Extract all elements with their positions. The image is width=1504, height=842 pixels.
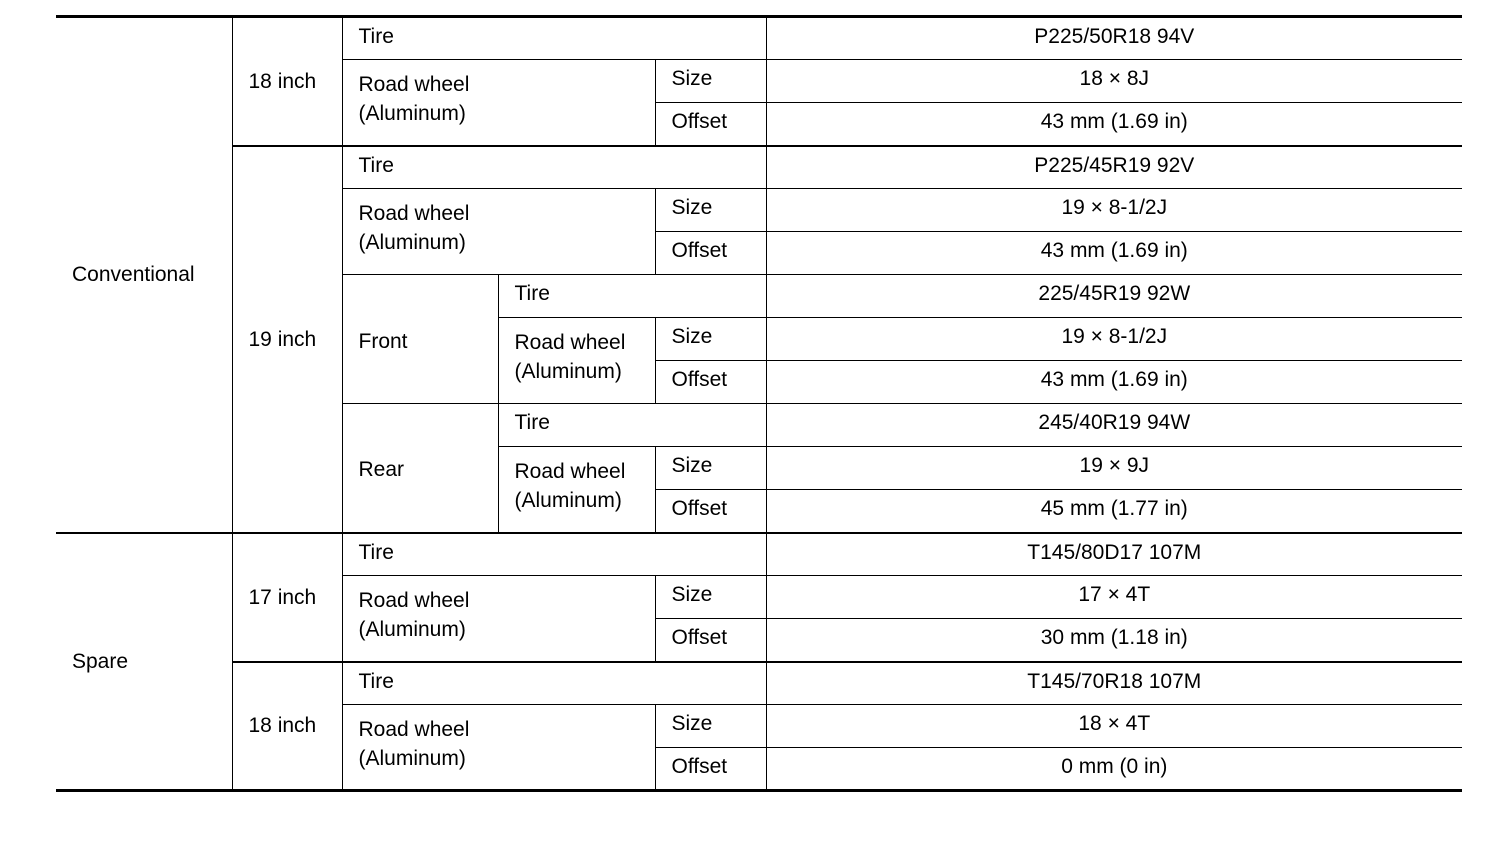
size-value: 17 × 4T — [766, 576, 1462, 619]
tire-label: Tire — [342, 17, 766, 60]
tire-value: P225/45R19 92V — [766, 146, 1462, 189]
road-wheel-label-line1: Road wheel — [514, 460, 626, 483]
offset-label: Offset — [655, 619, 766, 662]
tire-label: Tire — [498, 275, 766, 318]
road-wheel-label-line1: Road wheel — [358, 202, 470, 225]
road-wheel-label-line2: (Aluminum) — [514, 489, 622, 512]
size-label: Size — [655, 447, 766, 490]
tire-value: P225/50R18 94V — [766, 17, 1462, 60]
offset-value: 43 mm (1.69 in) — [766, 103, 1462, 146]
road-wheel-label — [342, 189, 655, 275]
size-label: Size — [655, 189, 766, 232]
tire-label: Tire — [342, 662, 766, 705]
category-spare: Spare — [56, 533, 232, 791]
road-wheel-label-line2: (Aluminum) — [358, 618, 466, 641]
size-value: 18 × 4T — [766, 705, 1462, 748]
road-wheel-label — [342, 60, 655, 146]
tire-label: Tire — [342, 146, 766, 189]
size-value: 19 × 8-1/2J — [766, 318, 1462, 361]
size-value: 18 × 8J — [766, 60, 1462, 103]
category-conventional: Conventional — [56, 17, 232, 533]
road-wheel-label — [342, 576, 655, 662]
offset-label: Offset — [655, 232, 766, 275]
size-label: Size — [655, 318, 766, 361]
road-wheel-label-line1: Road wheel — [514, 331, 626, 354]
road-wheel-label-line2: (Aluminum) — [358, 231, 466, 254]
table-row — [56, 662, 1462, 705]
offset-value: 43 mm (1.69 in) — [766, 361, 1462, 404]
position-rear: Rear — [342, 404, 498, 533]
size-group-18-inch: 18 inch — [232, 17, 342, 146]
tire-value: T145/80D17 107M — [766, 533, 1462, 576]
road-wheel-label — [342, 705, 655, 791]
offset-label: Offset — [655, 490, 766, 533]
offset-value: 30 mm (1.18 in) — [766, 619, 1462, 662]
tire-value: 225/45R19 92W — [766, 275, 1462, 318]
size-group-19-inch: 19 inch — [232, 146, 342, 533]
tire-label: Tire — [342, 533, 766, 576]
size-label: Size — [655, 705, 766, 748]
size-label: Size — [655, 60, 766, 103]
road-wheel-label-line1: Road wheel — [358, 73, 470, 96]
position-front: Front — [342, 275, 498, 404]
road-wheel-label — [498, 447, 655, 533]
tire-value: 245/40R19 94W — [766, 404, 1462, 447]
table-row — [56, 17, 1462, 60]
size-group-18-inch: 18 inch — [232, 662, 342, 791]
tire-label: Tire — [498, 404, 766, 447]
road-wheel-label — [498, 318, 655, 404]
table-row — [56, 146, 1462, 189]
table-row — [56, 533, 1462, 576]
size-group-17-inch: 17 inch — [232, 533, 342, 662]
offset-label: Offset — [655, 103, 766, 146]
size-value: 19 × 8-1/2J — [766, 189, 1462, 232]
road-wheel-label-line1: Road wheel — [358, 589, 470, 612]
offset-value: 0 mm (0 in) — [766, 748, 1462, 791]
road-wheel-label-line2: (Aluminum) — [358, 102, 466, 125]
size-value: 19 × 9J — [766, 447, 1462, 490]
offset-value: 45 mm (1.77 in) — [766, 490, 1462, 533]
offset-value: 43 mm (1.69 in) — [766, 232, 1462, 275]
road-wheel-label-line2: (Aluminum) — [514, 360, 622, 383]
size-label: Size — [655, 576, 766, 619]
road-wheel-label-line1: Road wheel — [358, 718, 470, 741]
road-wheel-label-line2: (Aluminum) — [358, 747, 466, 770]
tire-value: T145/70R18 107M — [766, 662, 1462, 705]
offset-label: Offset — [655, 748, 766, 791]
tire-wheel-spec-table — [56, 15, 1462, 792]
offset-label: Offset — [655, 361, 766, 404]
